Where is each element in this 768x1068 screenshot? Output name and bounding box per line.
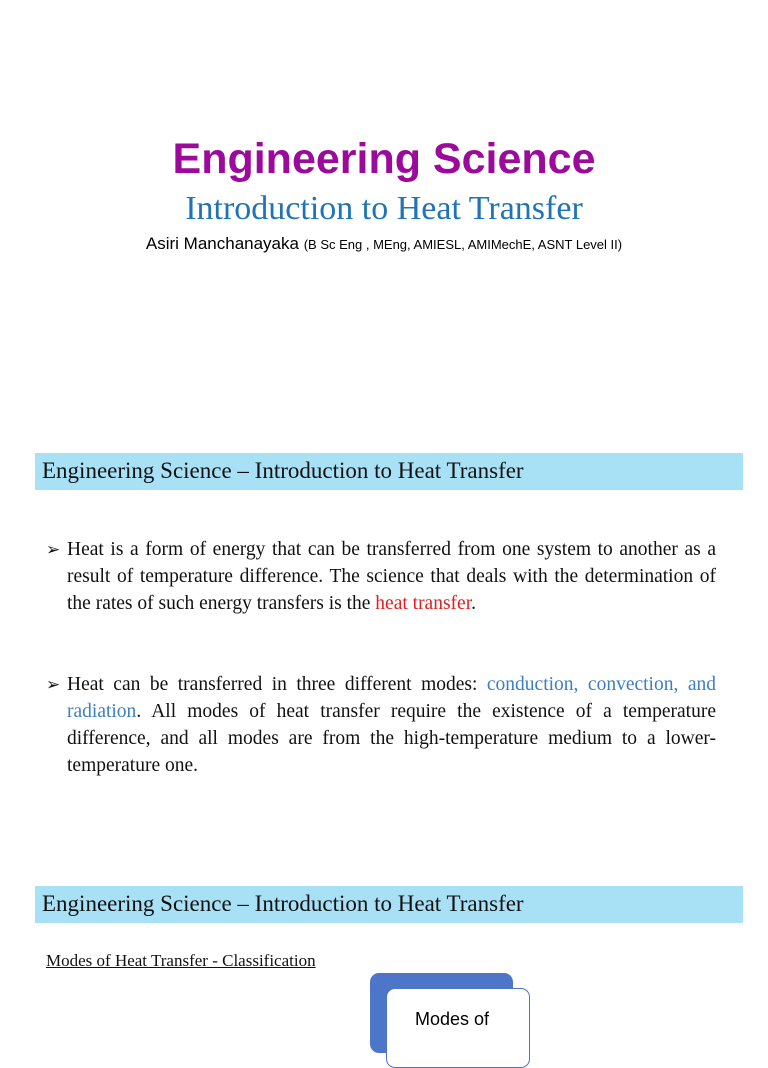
bullet-2-text: Heat can be transferred in three different modes: bbox=[67, 674, 487, 695]
bullet-1-end: . bbox=[471, 593, 476, 614]
bullet-heat-modes bbox=[46, 671, 716, 779]
diagram-root-label: Modes of bbox=[415, 1009, 490, 1029]
slide3-header: Engineering Science – Introduction to Heat Transfer bbox=[42, 891, 524, 916]
bullet-text bbox=[67, 536, 716, 617]
bullet-heat-definition bbox=[46, 536, 716, 617]
main-title: Engineering Science bbox=[172, 135, 596, 183]
bullet-1-text: Heat is a form of energy that can be transferred from one system to another as a result of temperature difference. The science that deals with the determination of the rates of such energy transfers is the bbox=[67, 539, 716, 614]
diagram-root-box bbox=[386, 988, 530, 1068]
bullet-arrow-icon: ➢ bbox=[46, 540, 61, 559]
heat-transfer-highlight: heat transfer bbox=[375, 593, 472, 614]
bullet-2-end: . All modes of heat transfer require the existence of a temperature difference, and all modes are from the high-temperature medium to a lower-temperature one. bbox=[67, 701, 716, 776]
author-credentials: (B Sc Eng , MEng, AMIESL, AMIMechE, ASNT Level II) bbox=[303, 237, 623, 252]
modes-highlight: conduction, convection, and radiation bbox=[67, 674, 716, 722]
section-label: Modes of Heat Transfer - Classification bbox=[46, 951, 316, 970]
author-line bbox=[0, 234, 768, 254]
title-slide bbox=[0, 0, 768, 430]
slide3-header-band bbox=[35, 886, 743, 923]
bullet-text bbox=[67, 671, 716, 779]
slide2-header-band bbox=[35, 453, 743, 490]
author-name: Asiri Manchanayaka bbox=[145, 234, 299, 253]
bullet-arrow-icon: ➢ bbox=[46, 675, 61, 694]
slide2-header: Engineering Science – Introduction to Heat Transfer bbox=[42, 458, 524, 483]
sub-title: Introduction to Heat Transfer bbox=[185, 190, 583, 227]
